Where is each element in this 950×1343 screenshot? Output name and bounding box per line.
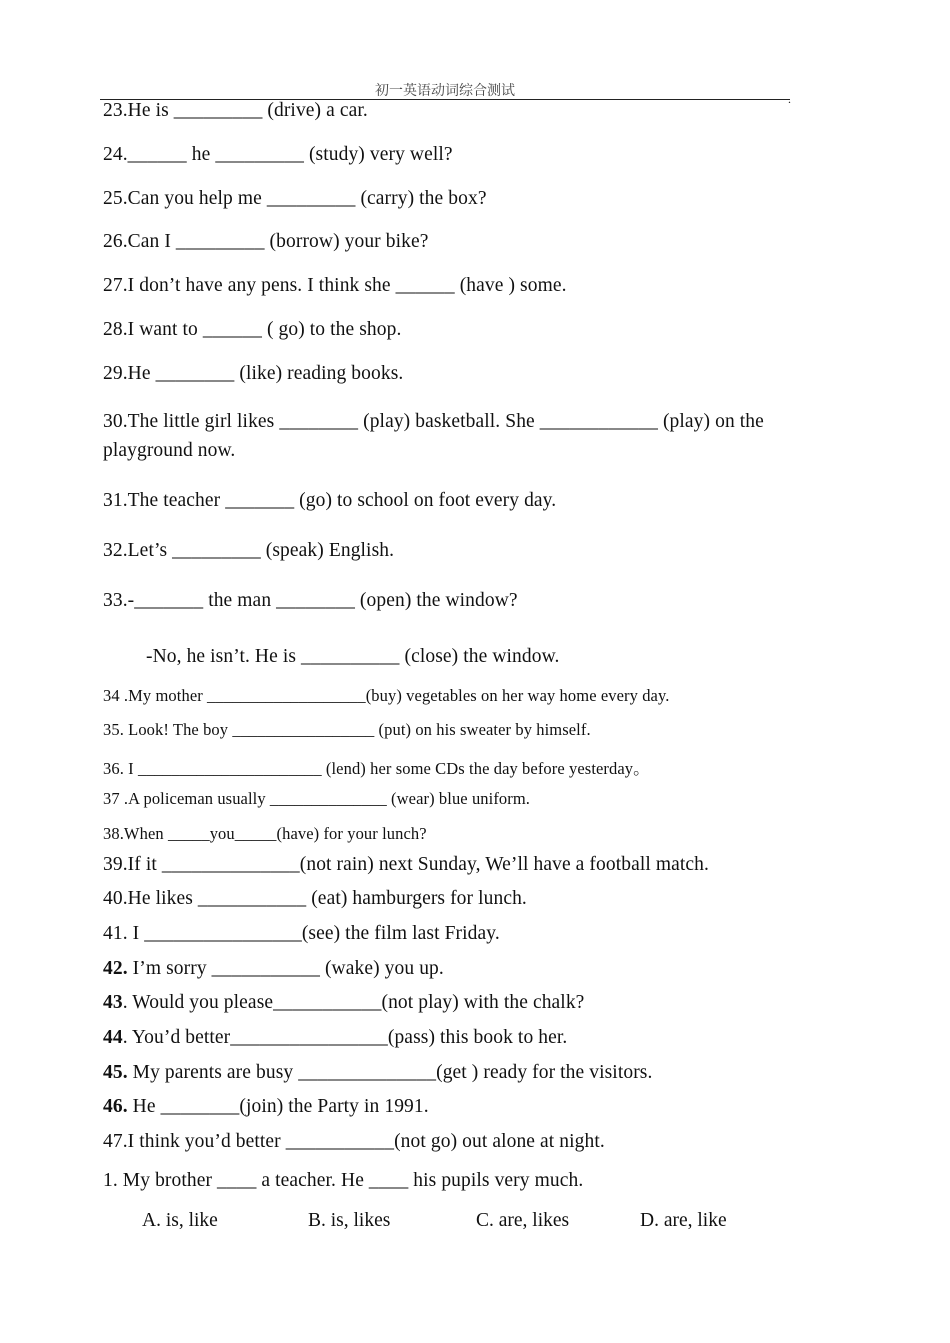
- question-33-answer: -No, he isn’t. He is __________ (close) the window.: [146, 646, 560, 667]
- question-42-text: I’m sorry ___________ (wake) you up.: [127, 958, 444, 979]
- question-32: 32.Let’s _________ (speak) English.: [103, 540, 395, 561]
- mc-option-d: D. are, like: [640, 1210, 727, 1231]
- mc-option-b: B. is, likes: [308, 1210, 391, 1231]
- question-45-text: My parents are busy ______________(get ) ready for the visitors.: [127, 1062, 653, 1083]
- question-27: 27.I don’t have any pens. I think she ______ (have ) some.: [103, 275, 567, 296]
- question-38: 38.When _____you_____(have) for your lunch?: [103, 824, 427, 843]
- question-34: 34 .My mother ___________________(buy) vegetables on her way home every day.: [103, 686, 670, 705]
- question-33: 33.-_______ the man ________ (open) the window?: [103, 590, 518, 611]
- question-46-text: He ________(join) the Party in 1991.: [127, 1096, 429, 1117]
- question-26: 26.Can I _________ (borrow) your bike?: [103, 231, 429, 252]
- question-28: 28.I want to ______ ( go) to the shop.: [103, 319, 402, 340]
- question-29: 29.He ________ (like) reading books.: [103, 363, 404, 384]
- question-37: 37 .A policeman usually ______________ (wear) blue uniform.: [103, 789, 531, 808]
- question-43-text: . Would you please___________(not play) with the chalk?: [122, 992, 585, 1013]
- question-25: 25.Can you help me _________ (carry) the box?: [103, 188, 487, 209]
- mc-question-1: 1. My brother ____ a teacher. He ____ his pupils very much.: [103, 1170, 584, 1191]
- mc-option-a: A. is, like: [142, 1210, 218, 1231]
- question-44-number: 44: [103, 1027, 123, 1048]
- question-36: 36. I ______________________ (lend) her some CDs the day before yesterday。: [103, 759, 650, 778]
- question-46-number: 46.: [103, 1096, 128, 1117]
- question-45: [103, 1062, 652, 1084]
- header-dot: .: [788, 92, 791, 106]
- question-47: 47.I think you’d better ___________(not go) out alone at night.: [103, 1131, 605, 1152]
- question-42-number: 42.: [103, 958, 128, 979]
- question-35: 35. Look! The boy _________________ (put) on his sweater by himself.: [103, 720, 591, 739]
- question-43-number: 43: [103, 992, 123, 1013]
- question-46: [103, 1096, 429, 1118]
- question-41: 41. I ________________(see) the film last Friday.: [103, 923, 500, 944]
- question-31: 31.The teacher _______ (go) to school on foot every day.: [103, 490, 557, 511]
- question-42: [103, 958, 444, 980]
- mc-option-c: C. are, likes: [476, 1210, 570, 1231]
- question-43: [103, 992, 584, 1014]
- question-30: 30.The little girl likes ________ (play) basketball. She ____________ (play) on the playground now.: [103, 411, 764, 461]
- question-39: 39.If it ______________(not rain) next Sunday, We’ll have a football match.: [103, 854, 709, 875]
- question-45-number: 45.: [103, 1062, 128, 1083]
- question-23: 23.He is _________ (drive) a car.: [103, 100, 368, 121]
- question-24: 24.______ he _________ (study) very well?: [103, 144, 453, 165]
- page-header-title: 初一英语动词综合测试: [375, 84, 515, 99]
- question-40: 40.He likes ___________ (eat) hamburgers for lunch.: [103, 888, 527, 909]
- question-44-text: . You’d better________________(pass) this book to her.: [122, 1027, 568, 1048]
- question-44: [103, 1027, 567, 1049]
